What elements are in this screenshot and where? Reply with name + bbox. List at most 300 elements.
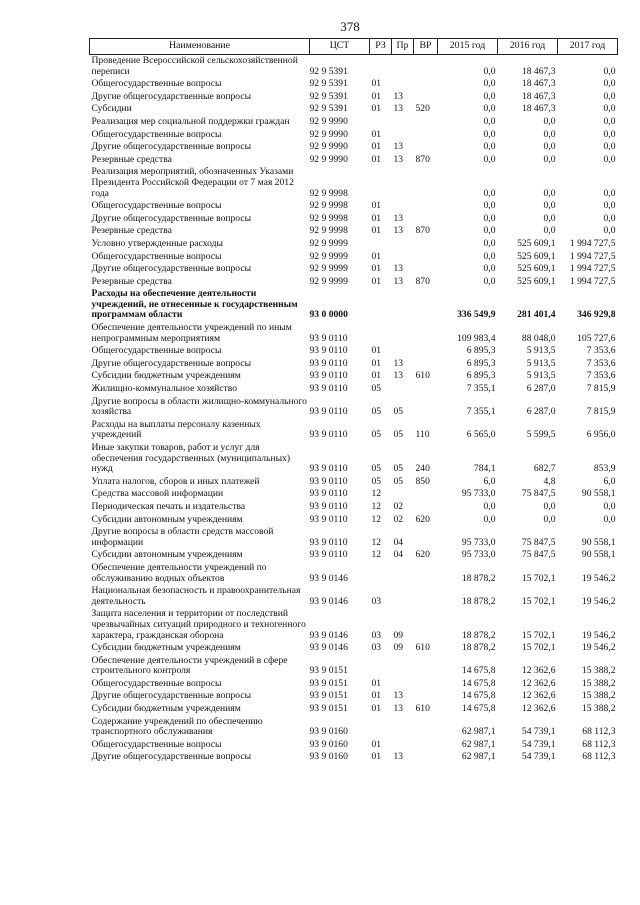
cell-pr (392, 200, 414, 213)
cell-cst: 92 9 5391 (309, 90, 348, 102)
cell-2016: 54 739,1 (521, 738, 556, 750)
header-pr: Пр (392, 39, 414, 55)
cell-2015: 0,0 (483, 275, 496, 287)
table-row (90, 55, 618, 79)
cell-cst: 93 9 0151 (309, 677, 348, 689)
cell-2017: 19 546,2 (581, 595, 616, 607)
cell-rz: 01 (371, 357, 382, 369)
header-vr: ВР (414, 39, 438, 55)
cell-2015: 0,0 (483, 200, 496, 212)
budget-table (89, 38, 618, 764)
cell-2017: 346 929,8 (577, 309, 616, 321)
cell-vr (414, 751, 438, 764)
cell-name: Защита населения и территории от последствий чрезвычайных ситуаций природного и техногенного характера, гражданская оборона (91, 608, 306, 641)
cell-rz (370, 322, 392, 345)
cell-rz: 01 (371, 78, 382, 90)
cell-2017: 19 546,2 (581, 572, 616, 584)
cell-vr (414, 55, 438, 79)
cell-rz: 05 (371, 475, 382, 487)
cell-cst: 92 9 9998 (309, 200, 348, 212)
cell-vr: 240 (415, 463, 430, 475)
cell-2016: 12 362,6 (521, 690, 556, 702)
cell-2015: 14 675,8 (461, 665, 496, 677)
cell-vr: 110 (415, 429, 430, 441)
cell-2017: 6 956,0 (586, 429, 616, 441)
cell-2015: 0,0 (483, 250, 496, 262)
cell-pr: 13 (393, 263, 404, 275)
cell-pr: 13 (393, 690, 404, 702)
cell-2017: 6,0 (603, 475, 616, 487)
cell-name: Другие общегосударственные вопросы (91, 212, 252, 224)
table-row (90, 370, 618, 383)
cell-vr (414, 91, 438, 104)
cell-rz: 03 (371, 642, 382, 654)
cell-cst: 92 9 5391 (309, 65, 348, 77)
cell-2017: 15 388,2 (581, 703, 616, 715)
cell-vr (414, 739, 438, 752)
cell-cst: 92 9 5391 (309, 78, 348, 90)
cell-name: Общегосударственные вопросы (91, 677, 222, 689)
cell-pr: 02 (393, 500, 404, 512)
cell-2016: 0,0 (543, 153, 556, 165)
cell-2017: 0,0 (603, 90, 616, 102)
cell-rz: 01 (371, 200, 382, 212)
header-2017: 2017 год (558, 39, 618, 55)
cell-name: Субсидии автономным учреждениям (91, 549, 243, 561)
cell-2015: 0,0 (483, 103, 496, 115)
cell-cst: 92 9 9990 (309, 115, 348, 127)
cell-2017: 0,0 (603, 513, 616, 525)
cell-2016: 0,0 (543, 200, 556, 212)
table-row (90, 103, 618, 116)
cell-2016: 15 702,1 (521, 572, 556, 584)
cell-2016: 0,0 (543, 141, 556, 153)
cell-vr (414, 716, 438, 739)
budget-table-container (89, 38, 617, 764)
cell-rz: 05 (371, 383, 382, 395)
cell-pr: 04 (393, 536, 404, 548)
cell-name: Резервные средства (91, 275, 172, 287)
cell-name: Общегосударственные вопросы (91, 345, 222, 357)
cell-2017: 0,0 (603, 65, 616, 77)
cell-2015: 18 878,2 (461, 572, 496, 584)
cell-name: Уплата налогов, сборов и иных платежей (91, 475, 260, 487)
cell-name: Другие общегосударственные вопросы (91, 690, 252, 702)
cell-rz: 01 (371, 345, 382, 357)
cell-name: Общегосударственные вопросы (91, 738, 222, 750)
cell-2015: 0,0 (483, 513, 496, 525)
header-row (90, 39, 618, 55)
cell-pr: 05 (393, 429, 404, 441)
cell-2016: 0,0 (543, 212, 556, 224)
cell-name: Общегосударственные вопросы (91, 128, 222, 140)
cell-2015: 0,0 (483, 237, 496, 249)
cell-2015: 95 733,0 (461, 549, 496, 561)
cell-2015: 62 987,1 (461, 751, 496, 763)
cell-2017: 0,0 (603, 103, 616, 115)
cell-cst: 92 9 9999 (309, 250, 348, 262)
cell-rz: 01 (371, 212, 382, 224)
table-row (90, 419, 618, 442)
table-row (90, 225, 618, 238)
cell-pr: 13 (393, 703, 404, 715)
cell-name: Субсидии бюджетным учреждениям (91, 642, 241, 654)
table-row (90, 678, 618, 691)
cell-pr (392, 655, 414, 678)
cell-cst: 93 9 0110 (309, 406, 348, 418)
cell-pr: 13 (393, 370, 404, 382)
cell-pr: 13 (393, 153, 404, 165)
cell-2016: 88 048,0 (521, 332, 556, 344)
cell-pr: 04 (393, 549, 404, 561)
cell-2017: 90 558,1 (581, 488, 616, 500)
cell-2017: 1 994 727,5 (569, 250, 616, 262)
cell-cst: 93 9 0110 (309, 357, 348, 369)
cell-2016: 6 287,0 (526, 406, 556, 418)
cell-vr (414, 690, 438, 703)
cell-2015: 0,0 (483, 212, 496, 224)
cell-vr (414, 345, 438, 358)
cell-name: Периодическая печать и издательства (91, 500, 246, 512)
table-row (90, 703, 618, 716)
cell-2016: 12 362,6 (521, 677, 556, 689)
cell-name: Общегосударственные вопросы (91, 200, 222, 212)
cell-name: Иные закупки товаров, работ и услуг для обеспечения государственных (муниципальных) нужд (91, 442, 291, 475)
cell-2015: 0,0 (483, 115, 496, 127)
cell-2015: 14 675,8 (461, 703, 496, 715)
cell-2015: 336 549,9 (457, 309, 496, 321)
cell-rz: 01 (371, 153, 382, 165)
cell-2017: 19 546,2 (581, 642, 616, 654)
cell-rz: 05 (371, 463, 382, 475)
cell-name: Жилищно-коммунальное хозяйство (91, 383, 238, 395)
cell-cst: 93 9 0146 (309, 595, 348, 607)
cell-2016: 4,8 (543, 475, 556, 487)
cell-cst: 93 9 0110 (309, 536, 348, 548)
table-row (90, 442, 618, 476)
cell-name: Другие общегосударственные вопросы (91, 263, 252, 275)
cell-2016: 18 467,3 (521, 103, 556, 115)
cell-cst: 93 9 0110 (309, 370, 348, 382)
cell-rz: 03 (371, 629, 382, 641)
cell-2016: 5 913,5 (526, 370, 556, 382)
cell-rz: 01 (371, 128, 382, 140)
cell-2016: 6 287,0 (526, 383, 556, 395)
cell-pr: 02 (393, 513, 404, 525)
cell-2015: 0,0 (483, 153, 496, 165)
cell-2017: 7 353,6 (586, 345, 616, 357)
cell-2015: 0,0 (483, 225, 496, 237)
cell-2017: 7 353,6 (586, 370, 616, 382)
cell-2016: 54 739,1 (521, 751, 556, 763)
cell-vr: 620 (415, 513, 430, 525)
cell-cst: 92 9 5391 (309, 103, 348, 115)
cell-vr (414, 288, 438, 322)
cell-2017: 0,0 (603, 225, 616, 237)
cell-2016: 0,0 (543, 115, 556, 127)
cell-2016: 15 702,1 (521, 629, 556, 641)
cell-vr (414, 488, 438, 501)
cell-name: Реализация мер социальной поддержки граждан (91, 115, 290, 127)
cell-pr (392, 116, 414, 129)
cell-name: Средства массовой информации (91, 488, 224, 500)
cell-cst: 93 9 0110 (309, 429, 348, 441)
cell-cst: 93 9 0160 (309, 738, 348, 750)
cell-2017: 0,0 (603, 153, 616, 165)
table-header (90, 39, 618, 55)
cell-2015: 784,1 (473, 463, 496, 475)
table-row (90, 526, 618, 549)
cell-name: Другие вопросы в области жилищно-коммунального хозяйства (91, 395, 307, 418)
cell-pr (392, 739, 414, 752)
table-row (90, 716, 618, 739)
cell-rz (370, 55, 392, 79)
cell-name: Содержание учреждений по обеспечению транспортного обслуживания (91, 715, 263, 738)
cell-2015: 18 878,2 (461, 595, 496, 607)
cell-rz: 12 (371, 488, 382, 500)
cell-2015: 6,0 (483, 475, 496, 487)
cell-pr: 13 (393, 275, 404, 287)
cell-rz (370, 288, 392, 322)
cell-name: Резервные средства (91, 153, 172, 165)
table-row (90, 116, 618, 129)
cell-pr (392, 129, 414, 142)
cell-2015: 95 733,0 (461, 488, 496, 500)
cell-2016: 12 362,6 (521, 703, 556, 715)
cell-name: Общегосударственные вопросы (91, 250, 222, 262)
cell-pr (392, 322, 414, 345)
cell-rz: 01 (371, 225, 382, 237)
cell-name: Общегосударственные вопросы (91, 78, 222, 90)
cell-cst: 92 9 9998 (309, 212, 348, 224)
table-row (90, 263, 618, 276)
cell-pr (392, 716, 414, 739)
cell-cst: 93 0 0000 (309, 309, 348, 321)
cell-name: Другие общегосударственные вопросы (91, 90, 252, 102)
cell-2017: 15 388,2 (581, 677, 616, 689)
cell-2016: 15 702,1 (521, 595, 556, 607)
table-row (90, 608, 618, 642)
table-row (90, 358, 618, 371)
cell-cst: 93 9 0110 (309, 513, 348, 525)
table-row (90, 213, 618, 226)
cell-vr (414, 396, 438, 419)
header-2016: 2016 год (498, 39, 558, 55)
cell-rz: 01 (371, 677, 382, 689)
cell-pr: 05 (393, 475, 404, 487)
cell-2017: 1 994 727,5 (569, 275, 616, 287)
cell-2016: 525 609,1 (517, 237, 556, 249)
page-number: 378 (340, 19, 360, 34)
cell-vr (414, 358, 438, 371)
cell-2015: 0,0 (483, 187, 496, 199)
cell-vr (414, 263, 438, 276)
cell-2017: 0,0 (603, 115, 616, 127)
cell-2015: 14 675,8 (461, 677, 496, 689)
cell-vr: 610 (415, 370, 430, 382)
cell-2016: 525 609,1 (517, 250, 556, 262)
cell-2016: 5 913,5 (526, 357, 556, 369)
cell-vr: 520 (415, 103, 430, 115)
cell-name: Национальная безопасность и правоохранительная деятельность (91, 585, 301, 607)
cell-rz (370, 562, 392, 585)
table-row (90, 488, 618, 501)
table-row (90, 501, 618, 514)
table-row (90, 562, 618, 585)
header-name: Наименование (90, 39, 310, 55)
cell-rz: 12 (371, 513, 382, 525)
cell-vr: 620 (415, 549, 430, 561)
cell-name: Расходы на выплаты персоналу казенных учреждений (91, 418, 261, 441)
cell-2017: 0,0 (603, 187, 616, 199)
table-row (90, 322, 618, 345)
cell-2016: 18 467,3 (521, 78, 556, 90)
cell-2017: 7 815,9 (586, 406, 616, 418)
cell-name: Проведение Всероссийской сельскохозяйственной переписи (91, 55, 298, 77)
cell-2016: 18 467,3 (521, 90, 556, 102)
cell-rz: 01 (371, 370, 382, 382)
cell-2015: 0,0 (483, 65, 496, 77)
cell-cst: 92 9 9998 (309, 225, 348, 237)
cell-vr: 870 (415, 275, 430, 287)
cell-vr (414, 501, 438, 514)
cell-2016: 75 847,5 (521, 549, 556, 561)
cell-name: Условно утвержденные расходы (91, 237, 223, 249)
cell-vr (414, 526, 438, 549)
cell-rz: 01 (371, 275, 382, 287)
cell-2017: 68 112,3 (582, 726, 616, 738)
cell-2015: 18 878,2 (461, 642, 496, 654)
cell-rz: 05 (371, 406, 382, 418)
cell-2015: 7 355,1 (466, 383, 496, 395)
cell-2017: 1 994 727,5 (569, 263, 616, 275)
table-row (90, 690, 618, 703)
cell-2016: 75 847,5 (521, 536, 556, 548)
cell-vr (414, 116, 438, 129)
cell-cst: 93 9 0110 (309, 488, 348, 500)
cell-rz: 01 (371, 90, 382, 102)
table-row (90, 549, 618, 562)
cell-rz (370, 655, 392, 678)
cell-pr: 09 (393, 642, 404, 654)
cell-rz: 05 (371, 429, 382, 441)
cell-vr: 610 (415, 642, 430, 654)
cell-vr (414, 678, 438, 691)
table-row (90, 383, 618, 396)
cell-rz (370, 116, 392, 129)
cell-name: Реализация мероприятий, обозначенных Указами Президента Российской Федерации от 7 мая 2012 года (91, 166, 294, 199)
cell-vr (414, 141, 438, 154)
cell-2017: 105 727,6 (577, 332, 616, 344)
cell-rz: 12 (371, 536, 382, 548)
cell-2016: 54 739,1 (521, 726, 556, 738)
cell-cst: 93 9 0146 (309, 572, 348, 584)
cell-vr (414, 655, 438, 678)
cell-2017: 68 112,3 (582, 738, 616, 750)
cell-2015: 6 565,0 (466, 429, 496, 441)
cell-name: Обеспечение деятельности учреждений в сфере строительного контроля (91, 654, 288, 677)
cell-vr (414, 78, 438, 91)
table-row (90, 642, 618, 655)
cell-2017: 68 112,3 (582, 751, 616, 763)
table-row (90, 396, 618, 419)
cell-cst: 93 9 0110 (309, 500, 348, 512)
cell-name: Расходы на обеспечение деятельности учреждений, не отнесенные к государственным программам области (91, 288, 298, 321)
cell-cst: 93 9 0151 (309, 665, 348, 677)
cell-2017: 90 558,1 (581, 536, 616, 548)
cell-vr: 870 (415, 153, 430, 165)
cell-rz (370, 166, 392, 200)
cell-cst: 93 9 0151 (309, 690, 348, 702)
header-cst: ЦСТ (310, 39, 370, 55)
cell-name: Обеспечение деятельности учреждений по обслуживанию водных объектов (91, 561, 267, 584)
cell-2016: 525 609,1 (517, 263, 556, 275)
cell-pr (392, 383, 414, 396)
cell-pr: 13 (393, 90, 404, 102)
table-row (90, 739, 618, 752)
cell-vr (414, 562, 438, 585)
cell-2015: 0,0 (483, 128, 496, 140)
cell-2016: 0,0 (543, 500, 556, 512)
cell-cst: 93 9 0110 (309, 549, 348, 561)
cell-2016: 682,7 (533, 463, 556, 475)
cell-name: Субсидии бюджетным учреждениям (91, 703, 241, 715)
cell-cst: 92 9 9999 (309, 263, 348, 275)
cell-2015: 18 878,2 (461, 629, 496, 641)
cell-2017: 853,9 (593, 463, 616, 475)
table-row (90, 166, 618, 200)
cell-cst: 93 9 0146 (309, 629, 348, 641)
table-row (90, 78, 618, 91)
cell-2015: 0,0 (483, 141, 496, 153)
cell-2016: 0,0 (543, 513, 556, 525)
cell-2016: 0,0 (543, 225, 556, 237)
table-row (90, 276, 618, 289)
cell-2017: 0,0 (603, 128, 616, 140)
table-row (90, 200, 618, 213)
cell-pr: 05 (393, 463, 404, 475)
cell-2015: 0,0 (483, 500, 496, 512)
cell-2015: 0,0 (483, 263, 496, 275)
cell-rz (370, 238, 392, 251)
cell-vr (414, 322, 438, 345)
cell-cst: 92 9 9990 (309, 128, 348, 140)
cell-2016: 5 913,5 (526, 345, 556, 357)
cell-2016: 5 599,5 (526, 429, 556, 441)
cell-cst: 93 9 0110 (309, 475, 348, 487)
cell-pr: 13 (393, 357, 404, 369)
cell-2016: 525 609,1 (517, 275, 556, 287)
table-row (90, 238, 618, 251)
cell-2017: 19 546,2 (581, 629, 616, 641)
cell-vr (414, 608, 438, 642)
cell-name: Резервные средства (91, 225, 172, 237)
cell-2017: 0,0 (603, 141, 616, 153)
cell-2015: 6 895,3 (466, 370, 496, 382)
cell-vr (414, 166, 438, 200)
cell-pr: 13 (393, 103, 404, 115)
cell-2017: 0,0 (603, 500, 616, 512)
cell-2016: 15 702,1 (521, 642, 556, 654)
cell-cst: 93 9 0110 (309, 332, 348, 344)
cell-2015: 62 987,1 (461, 738, 496, 750)
cell-rz: 01 (371, 703, 382, 715)
table-row (90, 288, 618, 322)
cell-pr (392, 345, 414, 358)
cell-pr (392, 585, 414, 608)
cell-rz: 01 (371, 103, 382, 115)
cell-cst: 93 9 0110 (309, 345, 348, 357)
